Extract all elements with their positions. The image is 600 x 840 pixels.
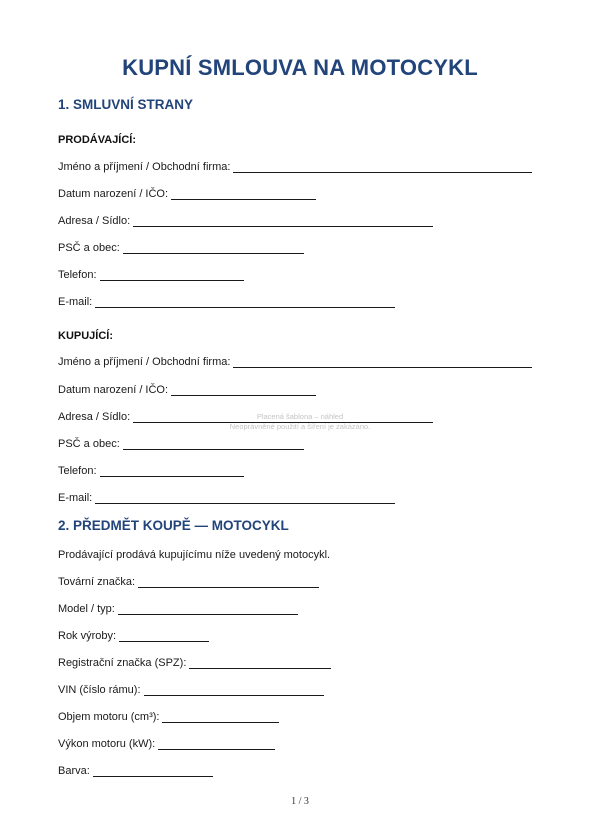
fill-line	[93, 765, 213, 777]
fill-line	[144, 684, 324, 696]
buyer-postcode-city-field[interactable]	[58, 438, 304, 450]
color-field[interactable]	[58, 765, 213, 777]
fill-line	[233, 161, 532, 173]
seller-address-field[interactable]	[58, 215, 433, 227]
section-2-heading: 2. PŘEDMĚT KOUPĚ — MOTOCYKL	[58, 518, 289, 533]
buyer-email-field[interactable]	[58, 492, 395, 504]
fill-line	[119, 630, 209, 642]
field-label: Jméno a příjmení / Obchodní firma:	[58, 161, 231, 173]
fill-line	[233, 356, 532, 368]
registration-plate-field[interactable]	[58, 657, 331, 669]
engine-displacement-field[interactable]	[58, 711, 279, 723]
field-label: Barva:	[58, 765, 90, 777]
fill-line	[171, 188, 316, 200]
field-label: PSČ a obec:	[58, 242, 120, 254]
buyer-birthdate-id-field[interactable]	[58, 384, 316, 396]
seller-postcode-city-field[interactable]	[58, 242, 304, 254]
field-label: Model / typ:	[58, 603, 115, 615]
fill-line	[133, 215, 433, 227]
field-label: VIN (číslo rámu):	[58, 684, 141, 696]
field-label: Adresa / Sídlo:	[58, 411, 131, 423]
preview-watermark	[0, 412, 600, 432]
buyer-phone-field[interactable]	[58, 465, 244, 477]
seller-email-field[interactable]	[58, 296, 395, 308]
field-label: Telefon:	[58, 269, 97, 281]
document-title: KUPNÍ SMLOUVA NA MOTOCYKL	[122, 55, 478, 80]
section-2-intro: Prodávající prodává kupujícímu níže uvedený motocykl.	[58, 549, 331, 561]
fill-line	[95, 492, 395, 504]
brand-field[interactable]	[58, 576, 319, 588]
engine-power-field[interactable]	[58, 738, 275, 750]
field-label: E-mail:	[58, 296, 93, 308]
fill-line	[138, 576, 319, 588]
fill-line	[95, 296, 395, 308]
watermark-line: Neoprávněné použití a šíření je zakázáno.	[229, 422, 371, 431]
field-label: Datum narození / IČO:	[58, 384, 169, 396]
field-label: Výkon motoru (kW):	[58, 738, 156, 750]
fill-line	[123, 242, 304, 254]
fill-line	[118, 603, 298, 615]
field-label: Adresa / Sídlo:	[58, 215, 131, 227]
field-label: Registrační značka (SPZ):	[58, 657, 187, 669]
field-label: Telefon:	[58, 465, 97, 477]
fill-line	[158, 738, 275, 750]
field-label: Datum narození / IČO:	[58, 188, 169, 200]
field-label: Rok výroby:	[58, 630, 117, 642]
watermark-line: Placená šablona – náhled	[256, 412, 344, 421]
fill-line	[171, 384, 316, 396]
seller-name-field[interactable]	[58, 161, 532, 173]
vin-field[interactable]	[58, 684, 324, 696]
year-of-manufacture-field[interactable]	[58, 630, 209, 642]
field-label: E-mail:	[58, 492, 93, 504]
model-type-field[interactable]	[58, 603, 298, 615]
field-label: Tovární značka:	[58, 576, 136, 588]
seller-birthdate-id-field[interactable]	[58, 188, 316, 200]
buyer-heading: KUPUJÍCÍ:	[58, 330, 114, 342]
fill-line	[100, 465, 244, 477]
fill-line	[162, 711, 279, 723]
page-number: 1 / 3	[291, 796, 309, 807]
fill-line	[100, 269, 244, 281]
seller-heading: PRODÁVAJÍCÍ:	[58, 134, 137, 146]
section-1-heading: 1. SMLUVNÍ STRANY	[58, 97, 194, 112]
fill-line	[189, 657, 331, 669]
seller-phone-field[interactable]	[58, 269, 244, 281]
fill-line	[123, 438, 304, 450]
field-label: PSČ a obec:	[58, 438, 120, 450]
field-label: Jméno a příjmení / Obchodní firma:	[58, 356, 231, 368]
field-label: Objem motoru (cm³):	[58, 711, 160, 723]
buyer-name-field[interactable]	[58, 356, 532, 368]
